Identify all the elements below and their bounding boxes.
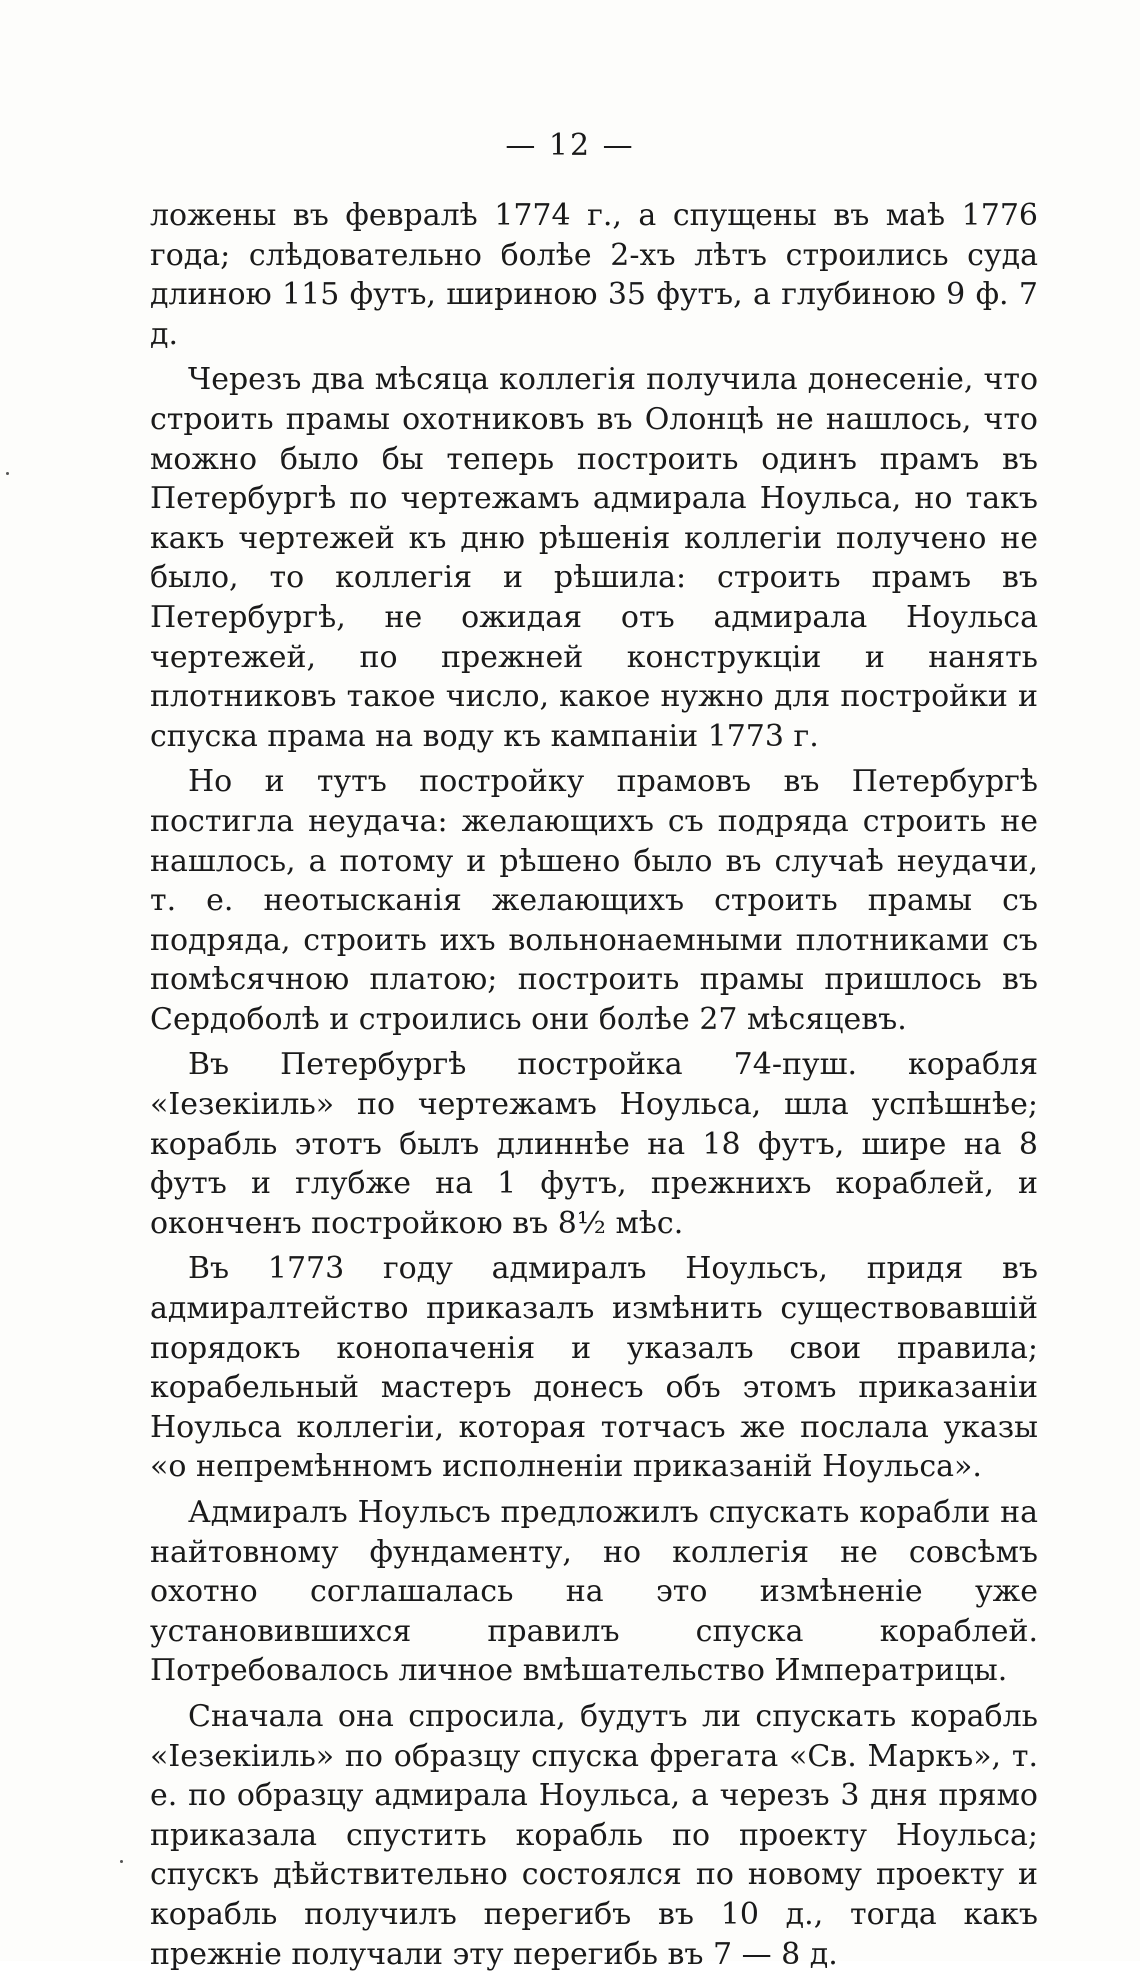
paragraph-5: Въ 1773 году адмиралъ Ноульсъ, придя въ адмиралтейство приказалъ измѣнить существовавшій порядокъ конопаченія и указалъ свои правила; корабельный мастеръ донесъ объ этомъ приказаніи Ноульса коллегіи, которая тотчасъ же послала указы «о непремѣнномъ исполненіи приказаній Ноульса». (150, 1251, 1038, 1485)
scan-speck (120, 1860, 123, 1863)
paragraph-3: Но и тутъ постройку прамовъ въ Петербургѣ постигла неудача: желающихъ съ подряда строить не нашлось, а потому и рѣшено было въ случаѣ неудачи, т. е. неотысканія желающихъ строить прамы съ подряда, строить ихъ вольнонаемными плотниками съ помѣсячною платою; построить прамы пришлось въ Сердоболѣ и строились они болѣе 27 мѣсяцевъ. (150, 764, 1038, 1037)
scan-speck (6, 472, 9, 475)
body-text (150, 196, 1038, 1980)
paragraph-6: Адмиралъ Ноульсъ предложилъ спускать корабли на найтовному фундаменту, но коллегія не совсѣмъ охотно соглашалась на это измѣненіе уже установившихся правилъ спуска кораблей. Потребовалось личное вмѣшательство Императрицы. (150, 1495, 1038, 1689)
paragraph-1: ложены въ февралѣ 1774 г., а спущены въ маѣ 1776 года; слѣдовательно болѣе 2-хъ лѣтъ строились суда длиною 115 футъ, шириною 35 футъ, а глубиною 9 ф. 7 д. (150, 198, 1038, 352)
paragraph-7: Сначала она спросила, будутъ ли спускать корабль «Іезекіиль» по образцу спуска фрегата «Св. Маркъ», т. е. по образцу адмирала Ноульса, а черезъ 3 дня прямо приказала спустить корабль по проекту Ноульса; спускъ дѣйствительно состоялся по новому проекту и корабль получилъ перегибъ въ 10 д., тогда какъ прежніе получали эту перегибь въ 7 — 8 д. (150, 1698, 1038, 1972)
paragraph-4: Въ Петербургѣ постройка 74-пуш. корабля «Іезекіиль» по чертежамъ Ноульса, шла успѣшнѣе; корабль этотъ былъ длиннѣе на 18 футъ, шире на 8 футъ и глубже на 1 футъ, прежнихъ кораблей, и оконченъ постройкою въ 8½ мѣс. (150, 1047, 1038, 1241)
paragraph-2: Черезъ два мѣсяца коллегія получила донесеніе, что строить прамы охотниковъ въ Олонцѣ не нашлось, что можно было бы теперь построить одинъ прамъ въ Петербургѣ по чертежамъ адмирала Ноульса, но такъ какъ чертежей къ дню рѣшенія коллегіи получено не было, то коллегія и рѣшила: строить прамъ въ Петербургѣ, не ожидая отъ адмирала Ноульса чертежей, по прежней конструкціи и нанять плотниковъ такое число, какое нужно для постройки и спуска прама на воду къ кампаніи 1773 г. (150, 362, 1038, 754)
page-number: — 12 — (505, 128, 635, 163)
